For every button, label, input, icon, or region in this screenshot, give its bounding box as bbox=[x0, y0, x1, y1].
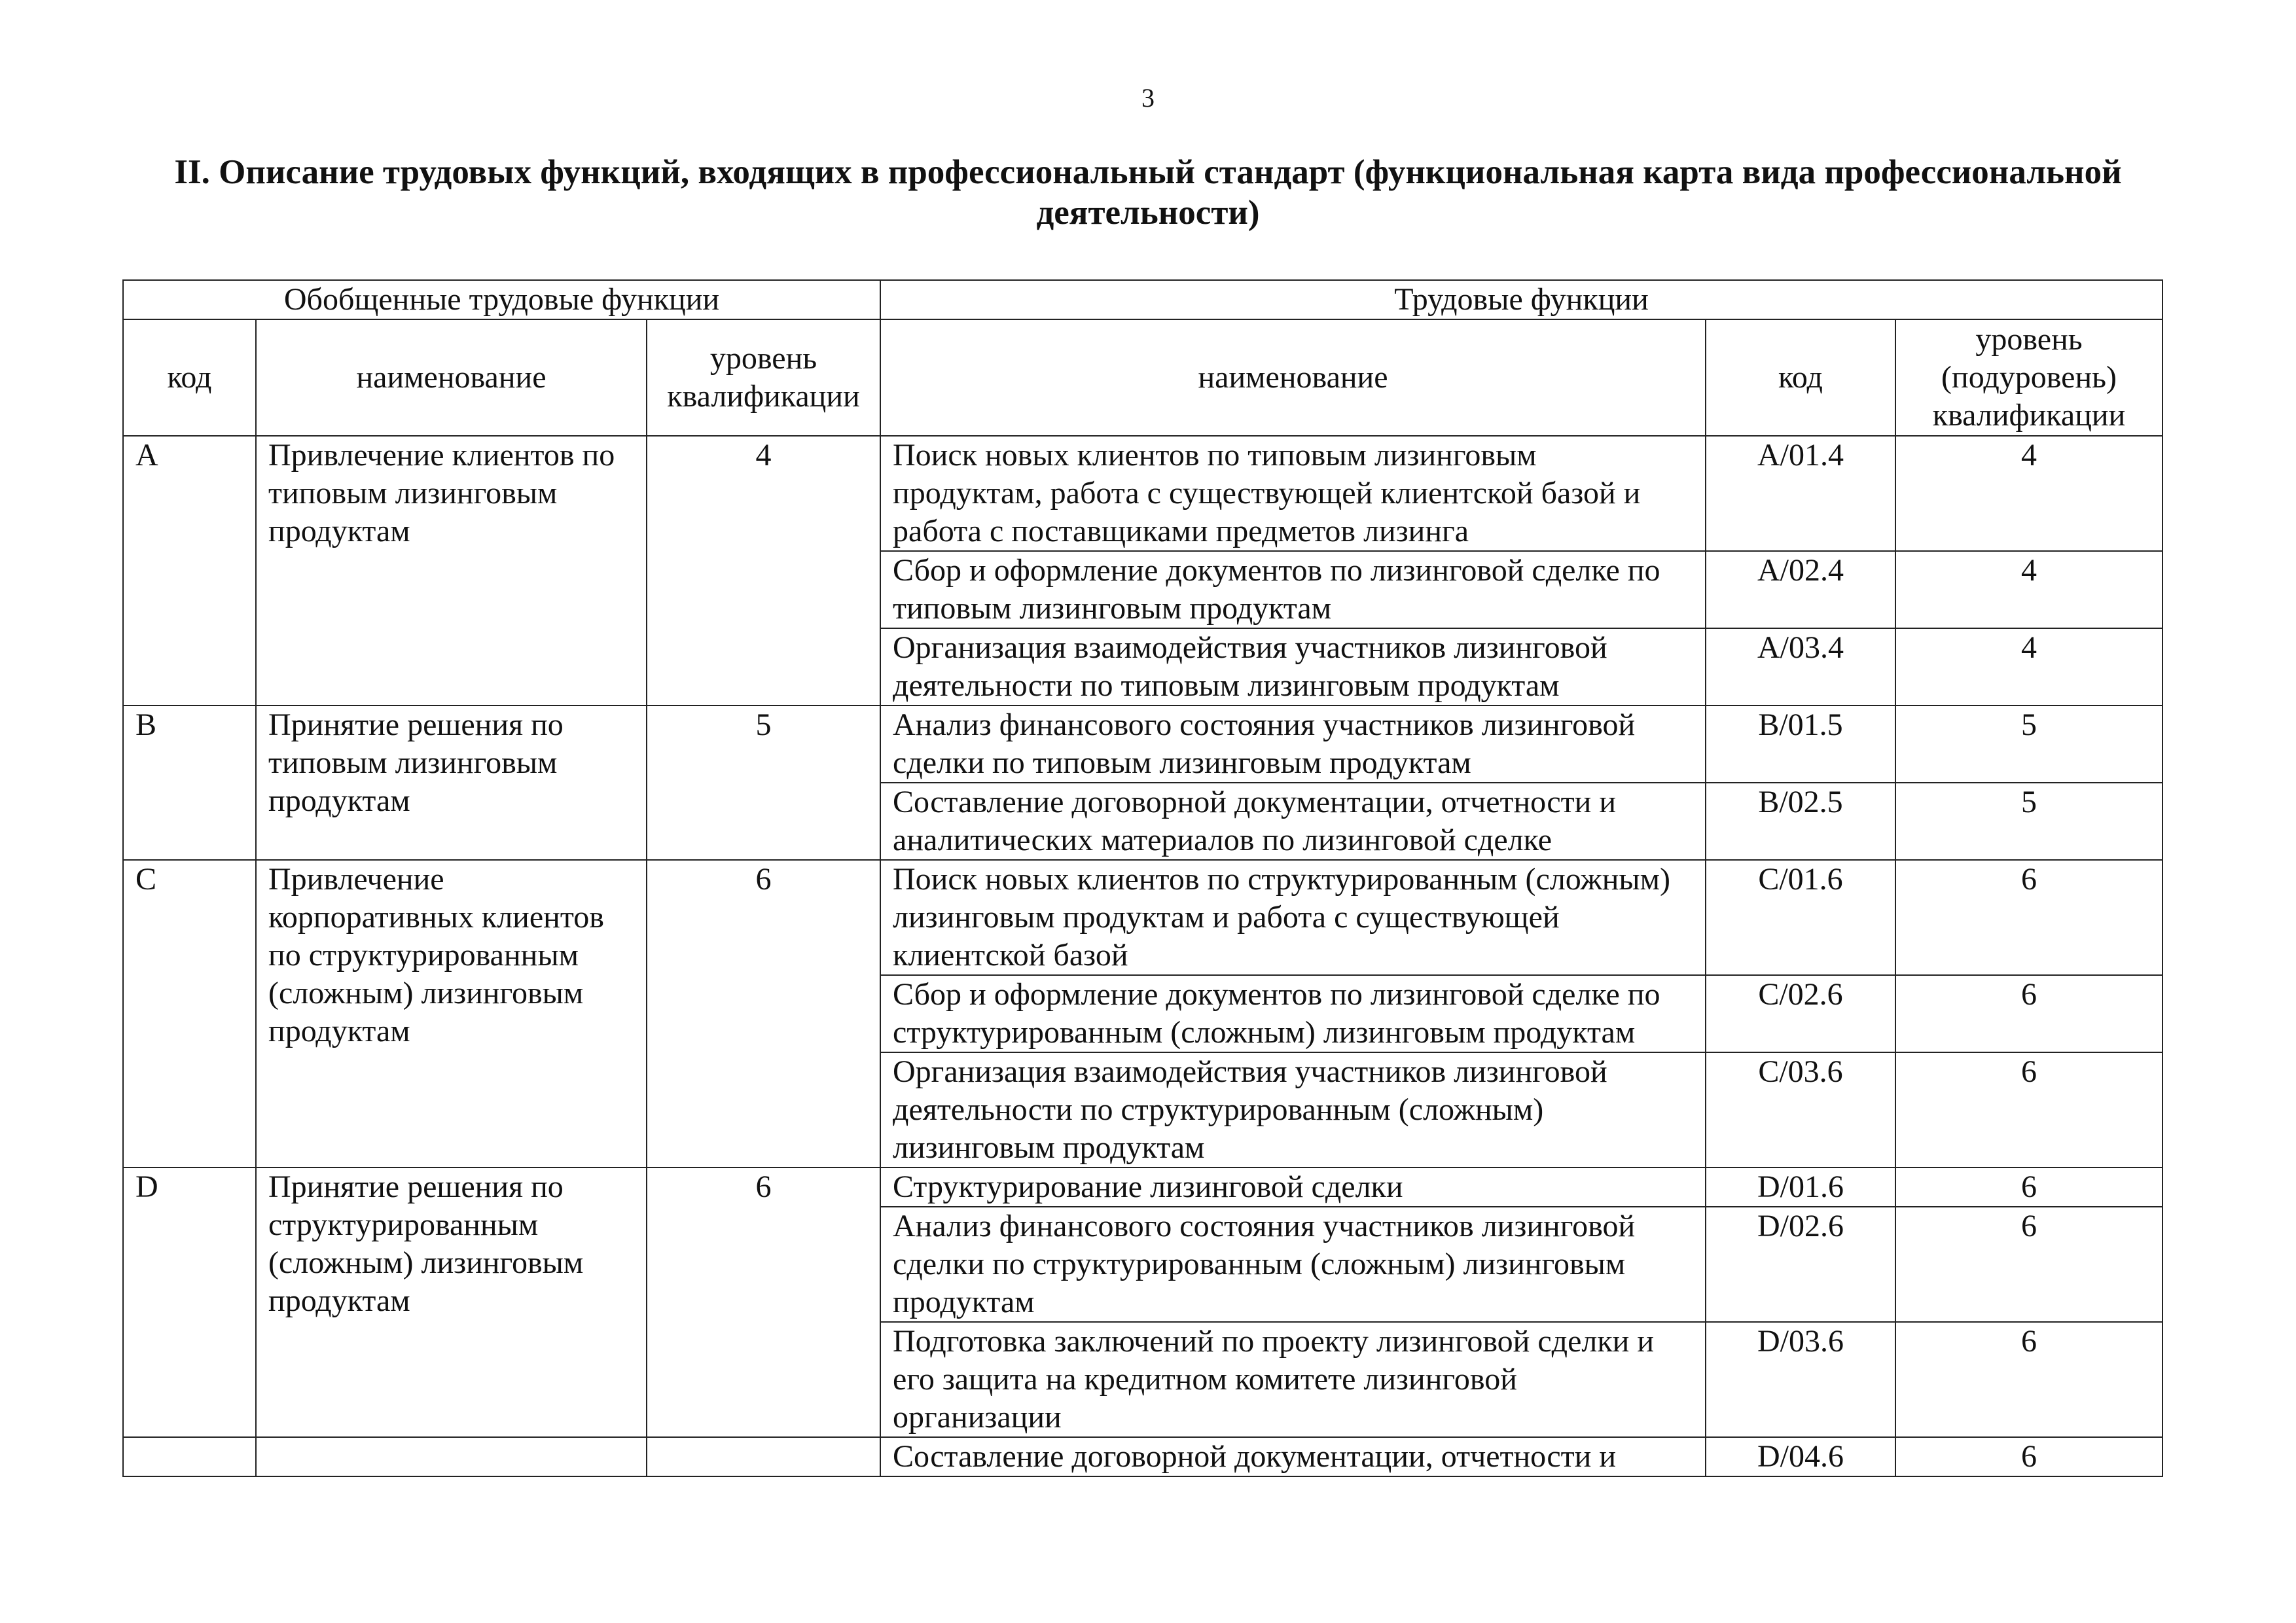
function-level: 6 bbox=[1895, 1052, 2162, 1168]
group-level: 6 bbox=[647, 860, 880, 1168]
function-name: Анализ финансового состояния участников лизинговой сделки по типовым лизинговым продуктам bbox=[880, 705, 1706, 783]
group-name: Принятие решения по типовым лизинговым продуктам bbox=[256, 705, 647, 860]
function-code: C/01.6 bbox=[1706, 860, 1895, 975]
function-level: 6 bbox=[1895, 1437, 2162, 1476]
header-generalized-functions: Обобщенные трудовые функции bbox=[123, 280, 880, 319]
function-name: Анализ финансового состояния участников лизинговой сделки по структурированным (сложным) лизинговым продуктам bbox=[880, 1207, 1706, 1322]
function-code: B/02.5 bbox=[1706, 783, 1895, 860]
function-code: A/01.4 bbox=[1706, 436, 1895, 551]
group-code: A bbox=[123, 436, 256, 705]
table-row bbox=[123, 436, 2162, 551]
function-name: Составление договорной документации, отчетности и аналитических материалов по лизинговой сделке bbox=[880, 783, 1706, 860]
function-level: 4 bbox=[1895, 551, 2162, 628]
page-number: 3 bbox=[1141, 83, 1155, 113]
function-name: Сбор и оформление документов по лизинговой сделке по типовым лизинговым продуктам bbox=[880, 551, 1706, 628]
function-level: 6 bbox=[1895, 1207, 2162, 1322]
header-gen-name: наименование bbox=[256, 319, 647, 436]
function-level: 5 bbox=[1895, 705, 2162, 783]
group-code: D bbox=[123, 1168, 256, 1437]
function-name: Поиск новых клиентов по структурированным (сложным) лизинговым продуктам и работа с существующей клиентской базой bbox=[880, 860, 1706, 975]
group-name: Привлечение клиентов по типовым лизинговым продуктам bbox=[256, 436, 647, 705]
function-name: Подготовка заключений по проекту лизинговой сделки и его защита на кредитном комитете лизинговой организации bbox=[880, 1322, 1706, 1437]
header-labor-functions: Трудовые функции bbox=[880, 280, 2162, 319]
functional-map-table bbox=[122, 279, 2163, 1477]
page-title: II. Описание трудовых функций, входящих в профессиональный стандарт (функциональная карта вида профессиональной деятельности) bbox=[174, 153, 2122, 232]
empty-cell bbox=[123, 1437, 256, 1476]
function-level: 6 bbox=[1895, 1168, 2162, 1207]
function-name: Структурирование лизинговой сделки bbox=[880, 1168, 1706, 1207]
function-name: Организация взаимодействия участников лизинговой деятельности по структурированным (сложным) лизинговым продуктам bbox=[880, 1052, 1706, 1168]
function-level: 6 bbox=[1895, 975, 2162, 1052]
function-code: D/04.6 bbox=[1706, 1437, 1895, 1476]
header-gen-code: код bbox=[123, 319, 256, 436]
header-fn-level: уровень (подуровень) квалификации bbox=[1895, 319, 2162, 436]
function-code: D/02.6 bbox=[1706, 1207, 1895, 1322]
function-code: C/03.6 bbox=[1706, 1052, 1895, 1168]
function-code: D/03.6 bbox=[1706, 1322, 1895, 1437]
function-level: 6 bbox=[1895, 860, 2162, 975]
group-name: Привлечение корпоративных клиентов по структурированным (сложным) лизинговым продуктам bbox=[256, 860, 647, 1168]
empty-cell bbox=[256, 1437, 647, 1476]
group-name: Принятие решения по структурированным (сложным) лизинговым продуктам bbox=[256, 1168, 647, 1437]
function-level: 4 bbox=[1895, 628, 2162, 705]
function-level: 4 bbox=[1895, 436, 2162, 551]
header-fn-code: код bbox=[1706, 319, 1895, 436]
function-code: C/02.6 bbox=[1706, 975, 1895, 1052]
group-code: B bbox=[123, 705, 256, 860]
function-name: Составление договорной документации, отчетности и bbox=[880, 1437, 1706, 1476]
function-code: B/01.5 bbox=[1706, 705, 1895, 783]
function-code: A/03.4 bbox=[1706, 628, 1895, 705]
function-name: Организация взаимодействия участников лизинговой деятельности по типовым лизинговым продуктам bbox=[880, 628, 1706, 705]
function-name: Поиск новых клиентов по типовым лизинговым продуктам, работа с существующей клиентской базой и работа с поставщиками предметов лизинга bbox=[880, 436, 1706, 551]
function-code: D/01.6 bbox=[1706, 1168, 1895, 1207]
table-row bbox=[123, 860, 2162, 975]
empty-cell bbox=[647, 1437, 880, 1476]
group-level: 4 bbox=[647, 436, 880, 705]
header-fn-name: наименование bbox=[880, 319, 1706, 436]
table-row bbox=[123, 1168, 2162, 1207]
group-level: 6 bbox=[647, 1168, 880, 1437]
function-name: Сбор и оформление документов по лизинговой сделке по структурированным (сложным) лизинговым продуктам bbox=[880, 975, 1706, 1052]
function-code: A/02.4 bbox=[1706, 551, 1895, 628]
function-level: 5 bbox=[1895, 783, 2162, 860]
header-gen-level: уровень квалификации bbox=[647, 319, 880, 436]
group-code: C bbox=[123, 860, 256, 1168]
function-level: 6 bbox=[1895, 1322, 2162, 1437]
table-row bbox=[123, 705, 2162, 783]
group-level: 5 bbox=[647, 705, 880, 860]
table-row bbox=[123, 1437, 2162, 1476]
